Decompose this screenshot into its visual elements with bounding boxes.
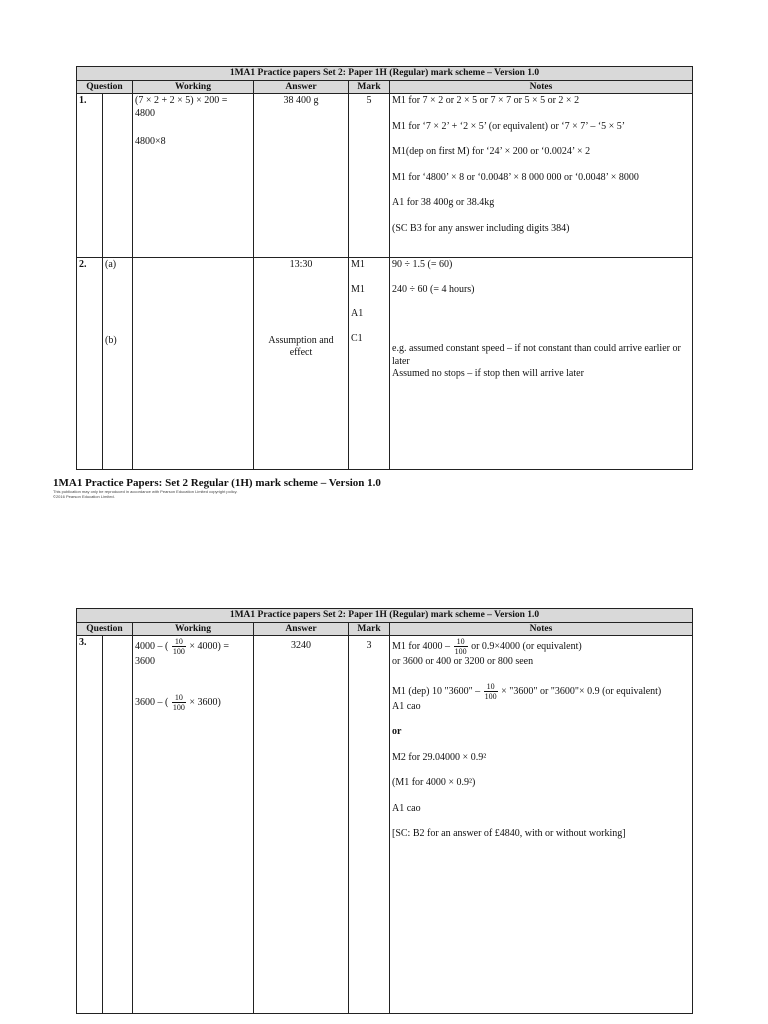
answer-value: 3240 [291, 640, 311, 651]
table-title: 1MA1 Practice papers Set 2: Paper 1H (Regular) mark scheme – Version 1.0 [77, 67, 693, 81]
working-cell [133, 258, 254, 470]
notes-cell [390, 258, 693, 470]
answer-cell [254, 636, 349, 1014]
question-part [103, 636, 133, 1014]
note-line: or 3600 or 400 or 3200 or 800 seen [392, 656, 534, 667]
working-cell [133, 94, 254, 258]
header-working: Working [133, 81, 254, 94]
working-line: (7 × 2 + 2 × 5) × 200 = [135, 95, 228, 106]
note-line: M1 for ‘7 × 2’ + ‘2 × 5’ (or equivalent) or ‘7 × 7’ – ‘5 × 5’ [392, 120, 626, 132]
answer-a: 13:30 [289, 259, 313, 270]
footer-copyright-line: This publication may only be reproduced in accordance with Pearson Education Limited copyright policy. [53, 489, 238, 494]
note-line: M1 for ‘4800’ × 8 or ‘0.0048’ × 8 000 000 or ‘0.0048’ × 8000 [392, 171, 639, 183]
table-title: 1MA1 Practice papers Set 2: Paper 1H (Regular) mark scheme – Version 1.0 [77, 609, 693, 623]
header-answer: Answer [254, 623, 349, 636]
fraction: $\frac{10}{100}$ [172, 637, 185, 656]
note-line: M1 (dep) 10 "3600" – $\frac{10}{100}$ × "3600" or "3600"× 0.9 (or equivalent) [392, 681, 662, 701]
mark-cell: 5 [349, 94, 390, 258]
header-answer: Answer [254, 81, 349, 94]
header-working: Working [133, 623, 254, 636]
answer-b: Assumption and effect [268, 334, 334, 358]
answer-cell [254, 258, 349, 470]
working-line: 3600 [135, 656, 155, 667]
working-line: 4800×8 [135, 136, 166, 147]
footer-copyright-line: ©2016 Pearson Education Limited. [53, 494, 115, 499]
working-line: 4000 – ( $\frac{10}{100}$ × 4000) = [135, 637, 229, 656]
mark-c1: C1 [351, 332, 363, 344]
header-notes: Notes [390, 623, 693, 636]
mark-a1: A1 [351, 308, 364, 319]
mark-m1: M1 [351, 283, 365, 295]
question-number: 3. [77, 636, 103, 1014]
mark-cell [349, 258, 390, 470]
question-number: 1. [77, 94, 103, 258]
note-line: M1 for 7 × 2 or 2 × 5 or 7 × 7 or 5 × 5 or 2 × 2 [392, 95, 580, 106]
part-label-a: (a) [105, 259, 117, 270]
note-line: A1 for 38 400g or 38.4kg [392, 197, 495, 208]
note-line: M2 for 29.04000 × 0.9² [392, 751, 487, 763]
working-line: 3600 – ( $\frac{10}{100}$ × 3600) [135, 692, 221, 712]
notes-cell [390, 636, 693, 1014]
note-line: (SC B3 for any answer including digits 384) [392, 222, 570, 234]
fraction: $\frac{10}{100}$ [454, 637, 467, 656]
table-row [77, 636, 693, 1014]
working-cell [133, 636, 254, 1014]
fraction: $\frac{10}{100}$ [484, 681, 497, 701]
working-line: 4800 [135, 107, 155, 119]
mark-m1: M1 [351, 259, 365, 270]
part-label-b: (b) [105, 334, 117, 346]
mark-scheme-table-1 [76, 66, 693, 470]
note-line: M1(dep on first M) for ‘24’ × 200 or ‘0.0024’ × 2 [392, 146, 591, 157]
note-line: A1 cao [392, 802, 421, 814]
note-line: A1 cao [392, 700, 421, 712]
answer-cell: 38 400 g [254, 94, 349, 258]
note-line: e.g. assumed constant speed – if not constant than could arrive earlier or later [392, 343, 681, 367]
notes-cell [390, 94, 693, 258]
note-or: or [392, 726, 402, 737]
note-line: M1 for 4000 – $\frac{10}{100}$ or 0.9×4000 (or equivalent) [392, 637, 582, 656]
header-question: Question [77, 623, 133, 636]
header-notes: Notes [390, 81, 693, 94]
note-line: 240 ÷ 60 (= 4 hours) [392, 283, 475, 295]
header-mark: Mark [349, 623, 390, 636]
mark-scheme-table-2 [76, 608, 693, 1014]
fraction: $\frac{10}{100}$ [172, 692, 185, 712]
mark-value: 3 [366, 640, 372, 651]
note-line: (M1 for 4000 × 0.9²) [392, 777, 476, 788]
table-row [77, 94, 693, 258]
footer-title: 1MA1 Practice Papers: Set 2 Regular (1H) mark scheme – Version 1.0 [53, 477, 381, 489]
note-line: [SC: B2 for an answer of £4840, with or without working] [392, 828, 626, 839]
mark-cell [349, 636, 390, 1014]
table-row [77, 258, 693, 470]
question-number: 2. [77, 258, 103, 470]
question-part [103, 258, 133, 470]
page-footer [53, 477, 381, 499]
note-line: Assumed no stops – if stop then will arrive later [392, 368, 584, 379]
note-line: 90 ÷ 1.5 (= 60) [392, 259, 453, 270]
header-mark: Mark [349, 81, 390, 94]
header-question: Question [77, 81, 133, 94]
question-part [103, 94, 133, 258]
